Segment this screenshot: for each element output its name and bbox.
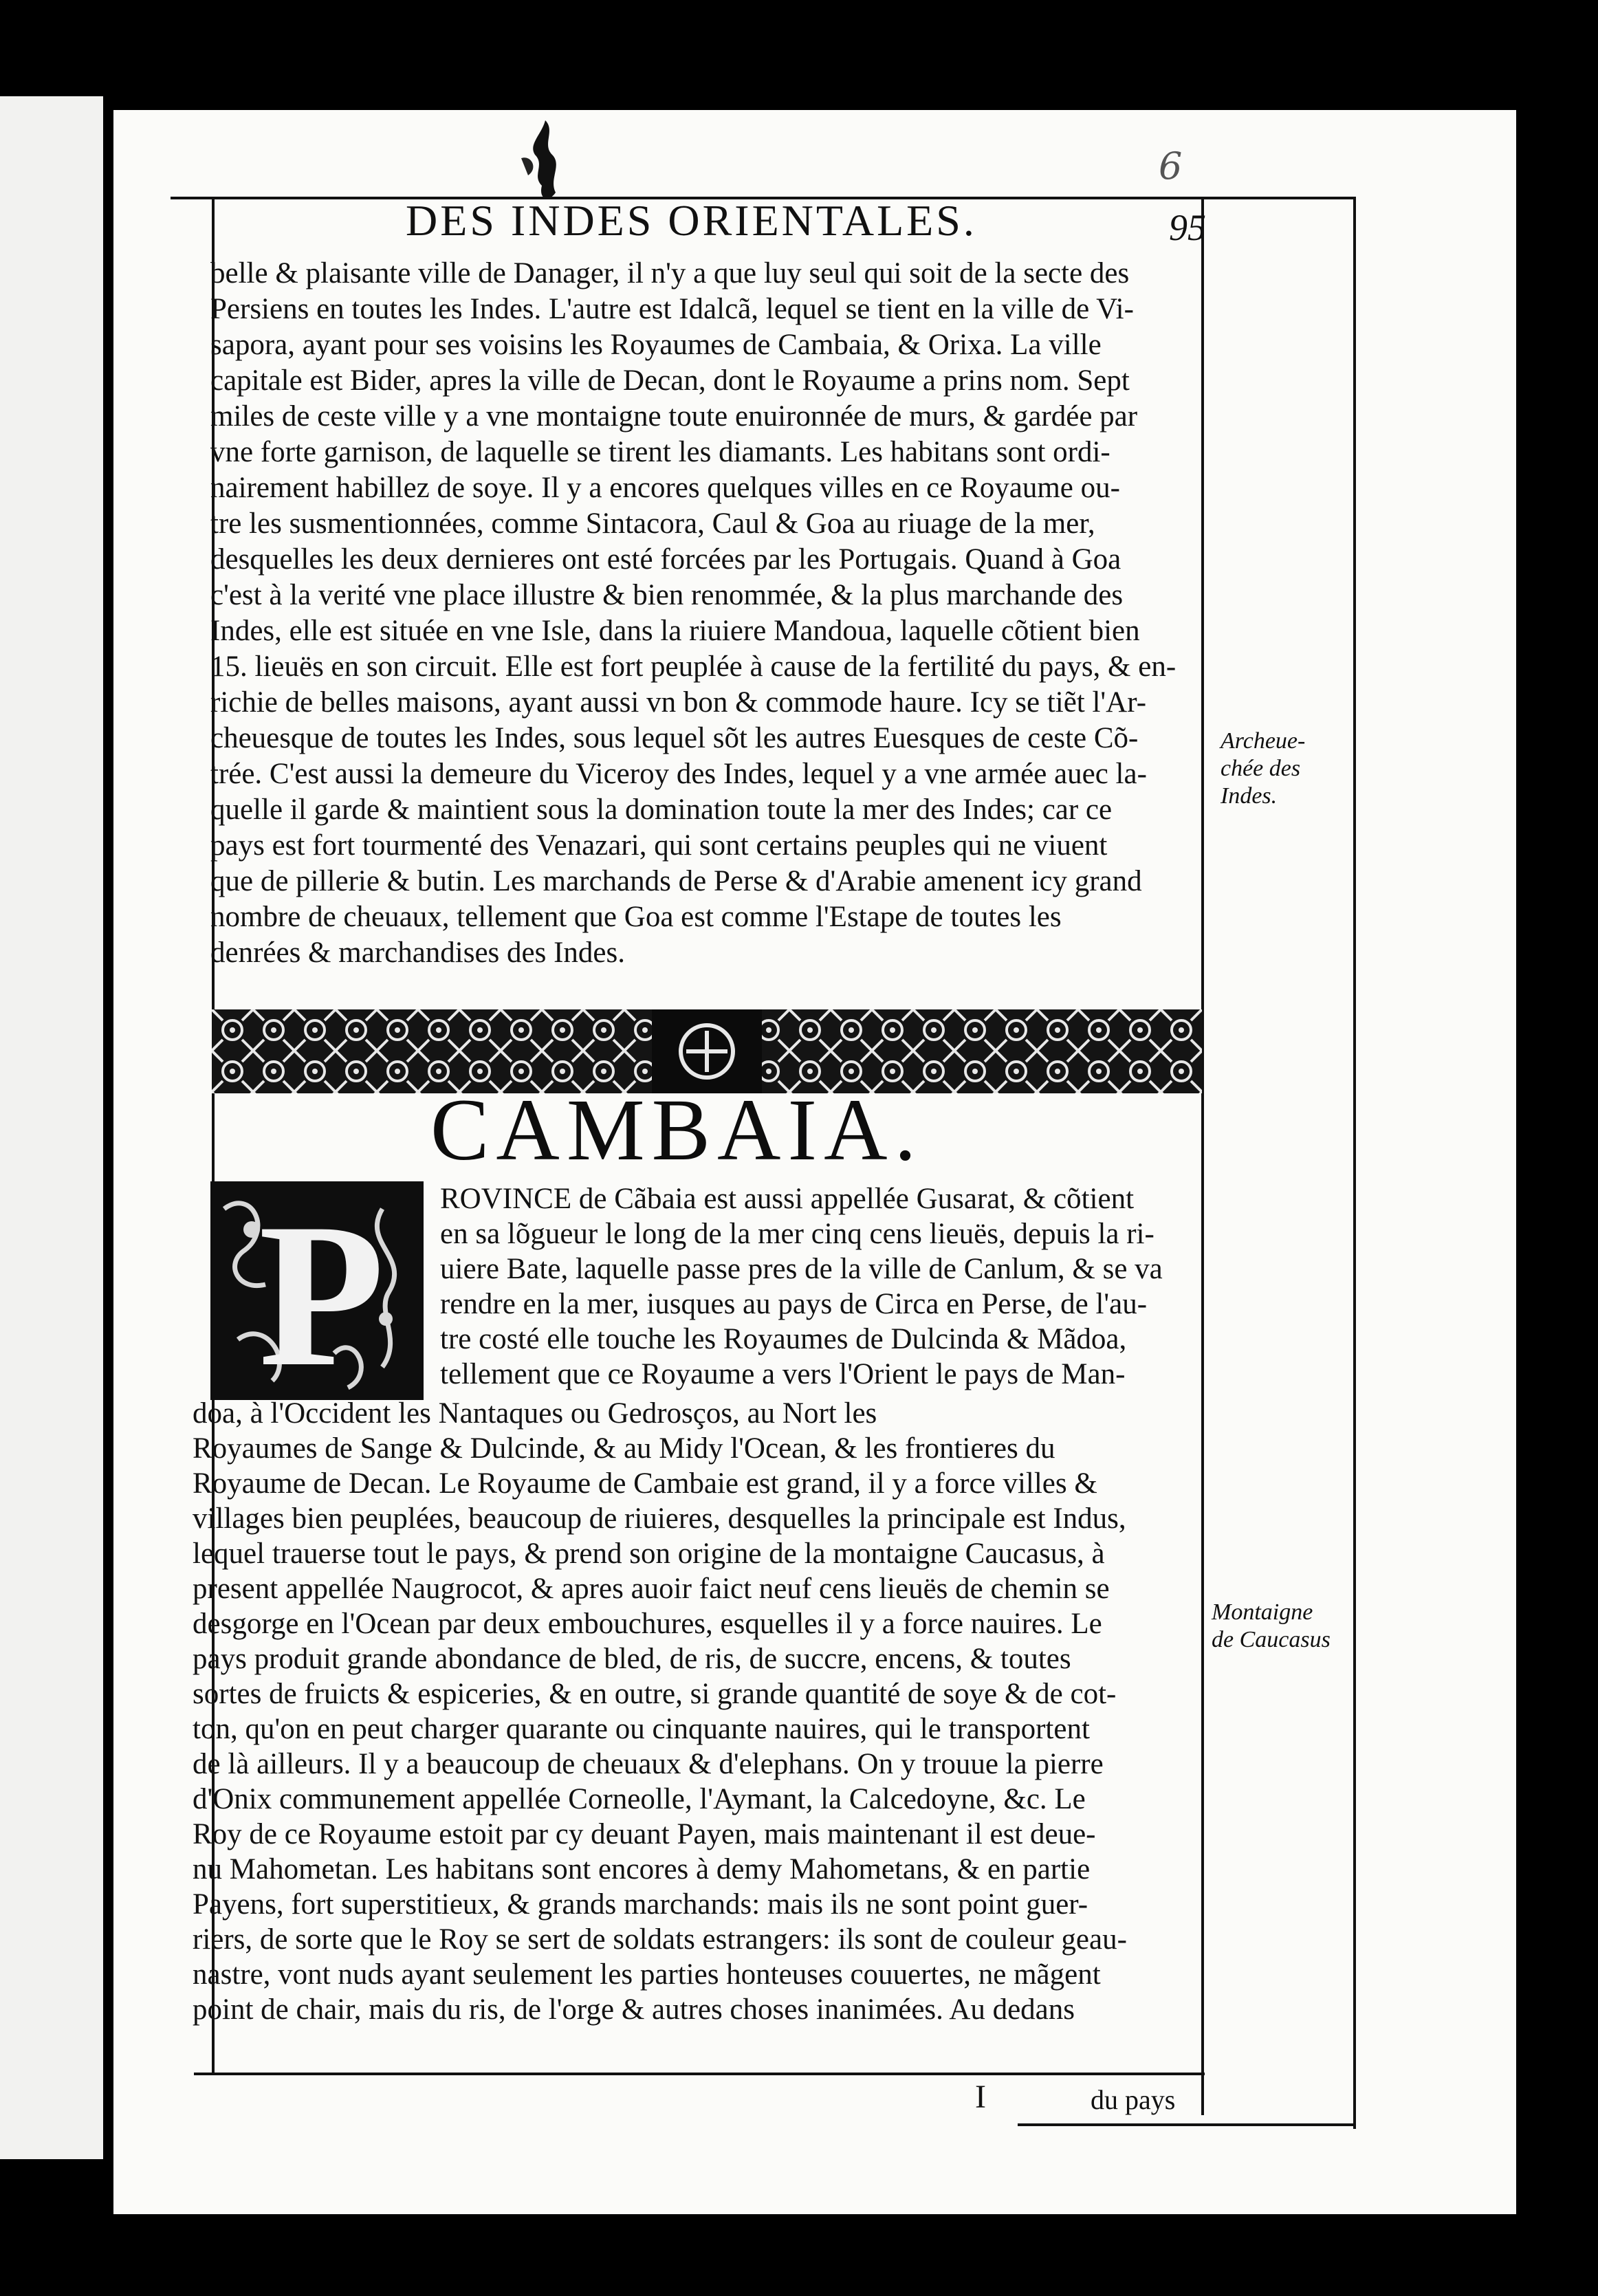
handwritten-folio-mark: 6: [1159, 144, 1183, 188]
page-number: 95: [1169, 207, 1206, 248]
running-head: DES INDES ORIENTALES.: [406, 196, 977, 245]
bottom-frame-rule: [194, 2073, 1205, 2075]
text-line: Royaumes de Sange & Dulcinde, & au Midy l'Ocean, & les frontieres du: [193, 1432, 1055, 1465]
text-line: Persiens en toutes les Indes. L'autre est Idalcã, lequel se tient en la ville de Vi-: [210, 293, 1134, 325]
signature-mark: I: [975, 2079, 986, 2115]
margin-note-line: Archeue-: [1221, 728, 1306, 754]
catchword: du pays: [1091, 2084, 1176, 2115]
text-line: pays est fort tourmenté des Venazari, qui sont certains peuples qui ne viuent: [210, 829, 1108, 862]
text-line: ROVINCE de Cãbaia est aussi appellée Gusarat, & cõtient: [440, 1183, 1135, 1215]
paragraph-cambaia-opening: [440, 1181, 1196, 1392]
text-line: vne forte garnison, de laquelle se tirent les diamants. Les habitans sont ordi-: [210, 436, 1110, 468]
text-line: trée. C'est aussi la demeure du Viceroy des Indes, lequel y a vne armée auec la-: [210, 758, 1147, 790]
text-line: capitale est Bider, apres la ville de Decan, dont le Royaume a prins nom. Sept: [210, 364, 1130, 397]
margin-note-caucasus: [1212, 1599, 1349, 1654]
text-line: nombre de cheuaux, tellement que Goa est comme l'Estape de toutes les: [210, 901, 1062, 933]
text-line: nu Mahometan. Les habitans sont encores à demy Mahometans, & en partie: [193, 1853, 1091, 1885]
text-line: desgorge en l'Ocean par deux embouchures, esquelles il y a force nauires. Le: [193, 1608, 1102, 1640]
text-line: tre costé elle touche les Royaumes de Dulcinda & Mãdoa,: [440, 1323, 1127, 1355]
facing-page-edge: [0, 96, 103, 2159]
text-line: riers, de sorte que le Roy se sert de soldats estrangers: ils sont de couleur geau-: [193, 1923, 1127, 1956]
text-line: Indes, elle est située en vne Isle, dans la riuiere Mandoua, laquelle cõtient bien: [210, 615, 1140, 647]
text-line: Roy de ce Royaume estoit par cy deuant Payen, mais maintenant il est deue-: [193, 1818, 1096, 1850]
margin-note-line: Indes.: [1221, 783, 1278, 809]
text-line: uiere Bate, laquelle passe pres de la ville de Canlum, & se va: [440, 1253, 1163, 1285]
margin-note-archbishopric: [1221, 728, 1344, 810]
margin-note-line: de Caucasus: [1212, 1627, 1331, 1652]
margin-note-line: Montaigne: [1212, 1599, 1313, 1625]
right-frame-rule: [1201, 197, 1204, 2115]
text-line: tellement que ce Royaume a vers l'Orient le pays de Man-: [440, 1358, 1126, 1390]
text-line: nastre, vont nuds ayant seulement les parties honteuses couuertes, ne mãgent: [193, 1958, 1101, 1991]
text-line: c'est à la verité vne place illustre & bien renommée, & la plus marchande des: [210, 579, 1124, 611]
text-line: Payens, fort superstitieux, & grands marchands: mais ils ne sont point guer-: [193, 1888, 1088, 1921]
text-line: que de pillerie & butin. Les marchands de Perse & d'Arabie amenent icy grand: [210, 865, 1142, 897]
text-line: present appellée Naugrocot, & apres auoir faict neuf cens lieuës de chemin se: [193, 1573, 1110, 1605]
text-line: desquelles les deux dernieres ont esté forcées par les Portugais. Quand à Goa: [210, 543, 1121, 576]
footer-rule: [1018, 2123, 1355, 2126]
text-line: tre les susmentionnées, comme Sintacora, Caul & Goa au riuage de la mer,: [210, 507, 1095, 540]
text-line: villages bien peuplées, beaucoup de riuieres, desquelles la principale est Indus,: [193, 1502, 1126, 1535]
paragraph-goa: [210, 256, 1194, 971]
text-line: ton, qu'on en peut charger quarante ou cinquante nauires, qui le transportent: [193, 1713, 1090, 1745]
text-line: nairement habillez de soye. Il y a encores quelques villes en ce Royaume ou-: [210, 472, 1120, 504]
text-line: de là ailleurs. Il y a beaucoup de cheuaux & d'elephans. On y trouue la pierre: [193, 1748, 1104, 1780]
text-line: belle & plaisante ville de Danager, il n'y a que luy seul qui soit de la secte des: [210, 257, 1130, 289]
text-line: quelle il garde & maintient sous la domination toute la mer des Indes; car ce: [210, 794, 1113, 826]
text-line: point de chair, mais du ris, de l'orge & autres choses inanimées. Au dedans: [193, 1993, 1075, 2026]
margin-note-line: chée des: [1221, 756, 1301, 781]
text-line: pays produit grande abondance de bled, de ris, de succre, encens, & toutes: [193, 1643, 1071, 1675]
paragraph-cambaia-body: [193, 1396, 1200, 2027]
text-line: denrées & marchandises des Indes.: [210, 937, 625, 969]
text-line: en sa lõgueur le long de la mer cinq cens lieuës, depuis la ri-: [440, 1218, 1154, 1250]
section-title: CAMBAIA.: [430, 1081, 923, 1179]
decorated-initial: [210, 1181, 424, 1409]
text-line: sortes de fruicts & espiceries, & en outre, si grande quantité de soye & de cot-: [193, 1678, 1117, 1710]
text-line: lequel trauerse tout le pays, & prend son origine de la montaigne Caucasus, à: [193, 1538, 1105, 1570]
initial-letter: P: [259, 1181, 385, 1409]
text-line: rendre en la mer, iusques au pays de Circa en Perse, de l'au-: [440, 1288, 1148, 1320]
text-line: d'Onix communement appellée Corneolle, l'Aymant, la Calcedoyne, &c. Le: [193, 1783, 1086, 1815]
text-line: 15. lieuës en son circuit. Elle est fort peuplée à cause de la fertilité du pays, & en-: [210, 650, 1176, 683]
text-line: Royaume de Decan. Le Royaume de Cambaie est grand, il y a force villes &: [193, 1467, 1097, 1500]
text-line: miles de ceste ville y a vne montaigne toute enuironnée de murs, & gardée par: [210, 400, 1138, 433]
margin-frame-rule: [1353, 197, 1356, 2129]
text-line: doa, à l'Occident les Nantaques ou Gedrosços, au Nort les: [193, 1397, 877, 1430]
text-line: richie de belles maisons, ayant aussi vn bon & commode haure. Icy se tiẽt l'Ar-: [210, 686, 1147, 719]
text-line: sapora, ayant pour ses voisins les Royaumes de Cambaia, & Orixa. La ville: [210, 329, 1102, 361]
text-line: cheuesque de toutes les Indes, sous lequel sõt les autres Euesques de ceste Cõ-: [210, 722, 1139, 754]
